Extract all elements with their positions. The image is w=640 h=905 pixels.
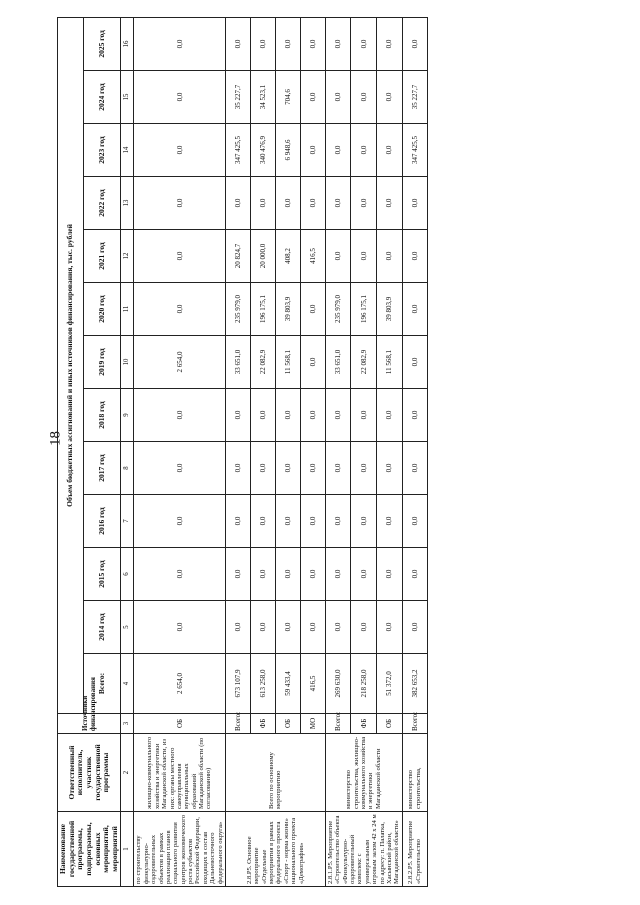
- value-cell: 0,0: [300, 283, 325, 336]
- value-cell: 2 654,0: [134, 336, 226, 389]
- column-number: 5: [121, 601, 134, 654]
- value-cell: 0,0: [134, 548, 226, 601]
- source-cell: Всего:: [225, 714, 250, 734]
- value-cell: 0,0: [134, 124, 226, 177]
- source-cell: ФБ: [250, 714, 275, 734]
- value-cell: 0,0: [134, 177, 226, 230]
- value-cell: 0,0: [402, 283, 427, 336]
- program-name-cell: 2.8.1.Р5. Мероприятие «Строительство объекта «Физкультурно-оздоровительный комплекс с универсальным игровым залом 42 х 24 м по адресу: п. Палатка, Хасынский район, Магаданской области»: [325, 812, 402, 887]
- value-cell: 0,0: [250, 389, 275, 442]
- header-year: 2023 год: [84, 124, 121, 177]
- value-cell: 0,0: [377, 71, 403, 124]
- value-cell: 0,0: [300, 71, 325, 124]
- column-number: 15: [121, 71, 134, 124]
- value-cell: 0,0: [377, 601, 403, 654]
- value-cell: 347 425,5: [225, 124, 250, 177]
- value-cell: 6 948,6: [275, 124, 300, 177]
- value-cell: 11 568,1: [275, 336, 300, 389]
- source-cell: Всего:: [325, 714, 351, 734]
- value-cell: 0,0: [402, 177, 427, 230]
- value-cell: 0,0: [300, 548, 325, 601]
- value-cell: 59 433,4: [275, 654, 300, 714]
- value-cell: 0,0: [402, 389, 427, 442]
- value-cell: 0,0: [225, 17, 250, 70]
- header-year: 2021 год: [84, 230, 121, 283]
- table-row: [134, 17, 226, 886]
- value-cell: 0,0: [134, 283, 226, 336]
- value-cell: 0,0: [325, 548, 351, 601]
- header-name: Наименование государственной программы, подпрограммы, основных мероприятий, мероприятий: [58, 812, 121, 887]
- header-total: Всего:: [84, 654, 121, 714]
- table-row: [225, 17, 250, 886]
- column-number: 13: [121, 177, 134, 230]
- value-cell: 0,0: [377, 495, 403, 548]
- source-cell: ОБ: [275, 714, 300, 734]
- value-cell: 0,0: [402, 17, 427, 70]
- value-cell: 0,0: [300, 124, 325, 177]
- value-cell: 0,0: [402, 230, 427, 283]
- column-number: 10: [121, 336, 134, 389]
- value-cell: 0,0: [351, 442, 377, 495]
- value-cell: 0,0: [377, 442, 403, 495]
- column-number: 8: [121, 442, 134, 495]
- column-number: 4: [121, 654, 134, 714]
- program-name-cell: 2.8.Р5. Основное мероприятие «Отдельные мероприятия в рамках федерального проекта «Спорт - норма жизни» национального проекта «Демография»: [225, 812, 325, 887]
- header-source: Источники финансирования: [58, 714, 121, 734]
- value-cell: 0,0: [250, 442, 275, 495]
- source-cell: Всего:: [402, 714, 427, 734]
- executor-cell: министерство строительства,: [402, 734, 427, 812]
- column-number: 14: [121, 124, 134, 177]
- value-cell: 0,0: [275, 495, 300, 548]
- value-cell: 0,0: [325, 230, 351, 283]
- header-year: 2024 год: [84, 71, 121, 124]
- value-cell: 0,0: [300, 601, 325, 654]
- value-cell: 340 476,9: [250, 124, 275, 177]
- header-year: 2019 год: [84, 336, 121, 389]
- value-cell: 39 803,9: [377, 283, 403, 336]
- value-cell: 0,0: [134, 71, 226, 124]
- value-cell: 39 803,9: [275, 283, 300, 336]
- header-year: 2017 год: [84, 442, 121, 495]
- value-cell: 0,0: [300, 495, 325, 548]
- source-cell: ФБ: [351, 714, 377, 734]
- header-year: 2018 год: [84, 389, 121, 442]
- value-cell: 0,0: [250, 601, 275, 654]
- value-cell: 0,0: [134, 495, 226, 548]
- value-cell: 0,0: [351, 230, 377, 283]
- value-cell: 20 000,0: [250, 230, 275, 283]
- value-cell: 0,0: [351, 495, 377, 548]
- value-cell: 0,0: [225, 389, 250, 442]
- value-cell: 0,0: [250, 17, 275, 70]
- column-number: 9: [121, 389, 134, 442]
- value-cell: 20 824,7: [225, 230, 250, 283]
- value-cell: 0,0: [402, 336, 427, 389]
- value-cell: 0,0: [225, 601, 250, 654]
- column-number: 2: [121, 734, 134, 812]
- value-cell: 0,0: [300, 442, 325, 495]
- value-cell: 0,0: [225, 177, 250, 230]
- value-cell: 0,0: [325, 389, 351, 442]
- value-cell: 0,0: [134, 389, 226, 442]
- value-cell: 235 979,0: [225, 283, 250, 336]
- source-cell: ОБ: [377, 714, 403, 734]
- value-cell: 34 523,1: [250, 71, 275, 124]
- value-cell: 218 258,0: [351, 654, 377, 714]
- value-cell: 33 651,0: [325, 336, 351, 389]
- source-cell: МО: [300, 714, 325, 734]
- value-cell: 196 175,1: [351, 283, 377, 336]
- value-cell: 613 258,0: [250, 654, 275, 714]
- page-number: 18: [47, 431, 64, 446]
- value-cell: 0,0: [134, 17, 226, 70]
- value-cell: 0,0: [325, 17, 351, 70]
- value-cell: 35 227,7: [402, 71, 427, 124]
- value-cell: 196 175,1: [250, 283, 275, 336]
- value-cell: 22 082,9: [351, 336, 377, 389]
- value-cell: 35 227,7: [225, 71, 250, 124]
- table-row: [325, 17, 351, 886]
- value-cell: 0,0: [351, 177, 377, 230]
- program-name-cell: по строительству физкультурно-оздоровительных объектов в рамках реализации планов социального развития центров экономического роста субъектов Российской Федерации, входящих в состав Дальневосточного федерального округа»: [134, 812, 226, 887]
- value-cell: 33 651,0: [225, 336, 250, 389]
- header-year: 2015 год: [84, 548, 121, 601]
- value-cell: 0,0: [275, 389, 300, 442]
- value-cell: 0,0: [377, 389, 403, 442]
- value-cell: 0,0: [275, 442, 300, 495]
- value-cell: 235 979,0: [325, 283, 351, 336]
- value-cell: 704,6: [275, 71, 300, 124]
- value-cell: 51 372,0: [377, 654, 403, 714]
- value-cell: 0,0: [325, 71, 351, 124]
- funding-table: [57, 17, 428, 887]
- value-cell: 0,0: [134, 230, 226, 283]
- executor-cell: министерство строительства, жилищно-коммунального хозяйства и энергетики Магаданской области: [325, 734, 402, 812]
- value-cell: 416,5: [300, 230, 325, 283]
- value-cell: 416,5: [300, 654, 325, 714]
- value-cell: 0,0: [325, 601, 351, 654]
- value-cell: 0,0: [134, 442, 226, 495]
- column-number: 12: [121, 230, 134, 283]
- value-cell: 0,0: [377, 548, 403, 601]
- value-cell: 0,0: [275, 601, 300, 654]
- value-cell: 0,0: [402, 548, 427, 601]
- value-cell: 0,0: [225, 442, 250, 495]
- table-body: [134, 17, 427, 886]
- value-cell: 0,0: [402, 601, 427, 654]
- column-number: 1: [121, 812, 134, 887]
- header-executor: Ответственный исполнитель, участник государственной программы: [58, 734, 121, 812]
- column-number: 7: [121, 495, 134, 548]
- table-row: [402, 17, 427, 886]
- value-cell: 0,0: [300, 336, 325, 389]
- value-cell: 0,0: [377, 230, 403, 283]
- value-cell: 0,0: [250, 495, 275, 548]
- value-cell: 0,0: [250, 548, 275, 601]
- executor-cell: Всего по основному мероприятию: [225, 734, 325, 812]
- value-cell: 673 107,9: [225, 654, 250, 714]
- value-cell: 0,0: [275, 548, 300, 601]
- value-cell: 0,0: [351, 17, 377, 70]
- value-cell: 0,0: [377, 124, 403, 177]
- value-cell: 408,2: [275, 230, 300, 283]
- value-cell: 0,0: [325, 177, 351, 230]
- source-cell: ОБ: [134, 714, 226, 734]
- column-number: 3: [121, 714, 134, 734]
- value-cell: 0,0: [402, 495, 427, 548]
- value-cell: 0,0: [250, 177, 275, 230]
- value-cell: 0,0: [377, 17, 403, 70]
- header-year: 2022 год: [84, 177, 121, 230]
- value-cell: 0,0: [300, 17, 325, 70]
- value-cell: 0,0: [325, 495, 351, 548]
- value-cell: 269 630,0: [325, 654, 351, 714]
- value-cell: 0,0: [300, 177, 325, 230]
- column-number: 16: [121, 17, 134, 70]
- value-cell: 0,0: [325, 124, 351, 177]
- program-name-cell: 2.8.2.Р5. Мероприятие «Строительство: [402, 812, 427, 887]
- executor-cell: жилищно-коммунального хозяйства и энергетики Магаданской области, из них: органы местного самоуправления муниципальных образований Магаданской области (по согласованию): [134, 734, 226, 812]
- value-cell: 0,0: [351, 71, 377, 124]
- value-cell: 382 653,2: [402, 654, 427, 714]
- value-cell: 0,0: [402, 442, 427, 495]
- header-funding-title: Объем бюджетных ассигнований и иных источников финансирования, тыс. рублей: [58, 17, 84, 713]
- value-cell: 22 082,9: [250, 336, 275, 389]
- header-year: 2025 год: [84, 17, 121, 70]
- value-cell: 0,0: [377, 177, 403, 230]
- value-cell: 0,0: [351, 548, 377, 601]
- value-cell: 0,0: [225, 548, 250, 601]
- value-cell: 11 568,1: [377, 336, 403, 389]
- value-cell: 0,0: [225, 495, 250, 548]
- value-cell: 0,0: [275, 177, 300, 230]
- value-cell: 0,0: [351, 389, 377, 442]
- column-number: 11: [121, 283, 134, 336]
- value-cell: 0,0: [351, 124, 377, 177]
- value-cell: 0,0: [134, 601, 226, 654]
- header-year: 2020 год: [84, 283, 121, 336]
- header-year: 2016 год: [84, 495, 121, 548]
- value-cell: 0,0: [275, 17, 300, 70]
- value-cell: 0,0: [300, 389, 325, 442]
- column-number: 6: [121, 548, 134, 601]
- value-cell: 0,0: [351, 601, 377, 654]
- value-cell: 2 654,0: [134, 654, 226, 714]
- value-cell: 0,0: [325, 442, 351, 495]
- header-year: 2014 год: [84, 601, 121, 654]
- value-cell: 347 425,5: [402, 124, 427, 177]
